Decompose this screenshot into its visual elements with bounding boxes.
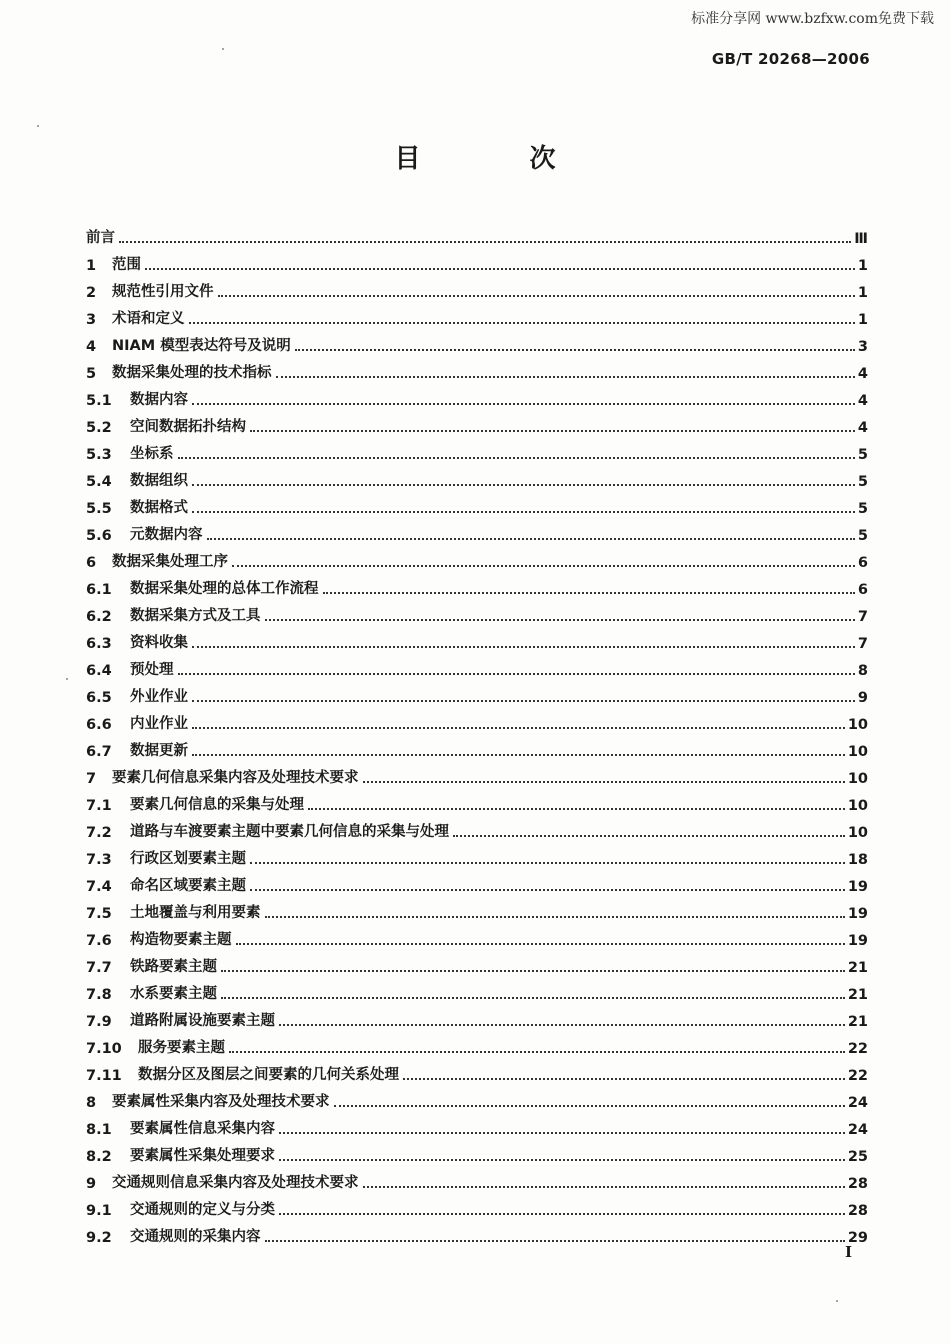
page-title: 目 次: [394, 144, 606, 174]
toc-entry-page: 21: [847, 960, 868, 976]
toc-entry-page: 24: [847, 1122, 868, 1138]
toc-leader-dots: [178, 663, 855, 675]
toc-entry-page: 1: [857, 312, 868, 328]
toc-entry[interactable]: [86, 1084, 868, 1111]
toc-entry-page: 5: [857, 447, 868, 463]
toc-entry-number: 7.2: [86, 825, 112, 841]
toc-entry[interactable]: [86, 1219, 868, 1246]
toc-entry-number: 9: [86, 1176, 97, 1192]
toc-leader-dots: [221, 987, 845, 999]
toc-entry-page: 24: [847, 1095, 868, 1111]
standard-code: GB/T 20268—2006: [711, 50, 870, 68]
toc-entry-page: 19: [847, 879, 868, 895]
toc-entry-number: 7.7: [86, 960, 112, 976]
toc-entry[interactable]: [86, 571, 868, 598]
toc-entry-label: 数据内容: [130, 392, 188, 408]
toc-entry[interactable]: [86, 382, 868, 409]
toc-entry[interactable]: [86, 1111, 868, 1138]
toc-entry-number: 6.5: [86, 690, 112, 706]
toc-entry-label: 服务要素主题: [138, 1040, 225, 1056]
toc-entry-label: 要素属性信息采集内容: [130, 1121, 275, 1137]
toc-entry-page: 10: [847, 825, 868, 841]
toc-entry-page: 7: [857, 609, 868, 625]
toc-entry-number: 6.6: [86, 717, 112, 733]
toc-entry[interactable]: [86, 679, 868, 706]
toc-entry[interactable]: [86, 274, 868, 301]
toc-entry-label: 要素几何信息的采集与处理: [130, 797, 304, 813]
toc-leader-dots: [192, 690, 855, 702]
toc-entry-label: 空间数据拓扑结构: [130, 419, 246, 435]
toc-entry-label: 前言: [86, 230, 115, 246]
toc-entry[interactable]: [86, 1138, 868, 1165]
toc-entry-page: 9: [857, 690, 868, 706]
toc-entry-page: 4: [857, 393, 868, 409]
toc-entry-number: 7.10: [86, 1041, 122, 1057]
toc-entry-page: Ⅲ: [854, 231, 868, 247]
toc-entry-page: 1: [857, 258, 868, 274]
toc-leader-dots: [207, 528, 855, 540]
toc-entry-label: 数据采集方式及工具: [130, 608, 261, 624]
toc-entry-label: 交通规则的采集内容: [130, 1229, 261, 1245]
toc-entry-number: 5.4: [86, 474, 112, 490]
scan-speck: [66, 678, 68, 680]
toc-entry-page: 10: [847, 798, 868, 814]
toc-entry[interactable]: [86, 652, 868, 679]
toc-leader-dots: [192, 717, 845, 729]
toc-leader-dots: [265, 1230, 845, 1242]
toc-entry-number: 7.9: [86, 1014, 112, 1030]
toc-leader-dots: [192, 501, 855, 513]
toc-entry-label: 数据采集处理的技术指标: [112, 365, 272, 381]
toc-leader-dots: [265, 906, 845, 918]
toc-entry[interactable]: [86, 544, 868, 571]
scan-speck: [222, 48, 224, 50]
toc-entry-page: 25: [847, 1149, 868, 1165]
toc-entry[interactable]: [86, 922, 868, 949]
toc-entry-number: 2: [86, 285, 97, 301]
toc-entry[interactable]: [86, 868, 868, 895]
toc-leader-dots: [279, 1122, 845, 1134]
toc-entry[interactable]: [86, 706, 868, 733]
toc-leader-dots: [192, 744, 845, 756]
toc-entry-label: 数据采集处理的总体工作流程: [130, 581, 319, 597]
toc-entry-label: 水系要素主题: [130, 986, 217, 1002]
toc-entry-number: 7.6: [86, 933, 112, 949]
toc-entry-number: 6.2: [86, 609, 112, 625]
toc-entry-page: 3: [857, 339, 868, 355]
toc-entry-number: 6.4: [86, 663, 112, 679]
toc-leader-dots: [276, 366, 855, 378]
toc-entry-number: 8.2: [86, 1149, 112, 1165]
toc-entry-number: 6.1: [86, 582, 112, 598]
toc-entry[interactable]: [86, 760, 868, 787]
toc-entry-number: 1: [86, 258, 97, 274]
toc-entry[interactable]: [86, 490, 868, 517]
toc-entry-page: 1: [857, 285, 868, 301]
toc-entry[interactable]: [86, 1003, 868, 1030]
toc-entry-label: 要素属性采集内容及处理技术要求: [112, 1094, 330, 1110]
toc-entry[interactable]: [86, 787, 868, 814]
toc-entry-number: 4: [86, 339, 97, 355]
toc-entry-label: 道路与车渡要素主题中要素几何信息的采集与处理: [130, 824, 449, 840]
toc-entry[interactable]: [86, 1030, 868, 1057]
toc-entry-number: 7.5: [86, 906, 112, 922]
toc-leader-dots: [221, 960, 845, 972]
toc-entry[interactable]: [86, 814, 868, 841]
toc-entry-page: 4: [857, 366, 868, 382]
toc-entry-page: 19: [847, 933, 868, 949]
toc-entry-page: 21: [847, 987, 868, 1003]
toc-entry-label: 数据采集处理工序: [112, 554, 228, 570]
toc-leader-dots: [189, 312, 855, 324]
toc-entry-page: 29: [847, 1230, 868, 1246]
watermark-text: 标准分享网 www.bzfxw.com免费下载: [691, 11, 934, 27]
toc-entry-number: 5.3: [86, 447, 112, 463]
toc-entry-page: 6: [857, 555, 868, 571]
toc-entry-number: 5: [86, 366, 97, 382]
toc-leader-dots: [363, 1176, 845, 1188]
toc-entry-page: 5: [857, 528, 868, 544]
toc-entry-label: 数据更新: [130, 743, 188, 759]
toc-entry-label: 交通规则信息采集内容及处理技术要求: [112, 1175, 359, 1191]
toc-entry-label: NIAM 模型表达符号及说明: [112, 338, 291, 354]
toc-entry[interactable]: [86, 598, 868, 625]
toc-entry-label: 构造物要素主题: [130, 932, 232, 948]
toc-entry-page: 22: [847, 1041, 868, 1057]
toc-entry-page: 19: [847, 906, 868, 922]
toc-entry[interactable]: [86, 841, 868, 868]
toc-entry-number: 9.2: [86, 1230, 112, 1246]
toc-entry-page: 8: [857, 663, 868, 679]
toc-entry-number: 6: [86, 555, 97, 571]
toc-entry[interactable]: [86, 733, 868, 760]
toc-leader-dots: [192, 474, 855, 486]
toc-leader-dots: [334, 1095, 845, 1107]
toc-entry-label: 命名区域要素主题: [130, 878, 246, 894]
toc-entry-label: 数据分区及图层之间要素的几何关系处理: [138, 1067, 399, 1083]
toc-entry-page: 10: [847, 717, 868, 733]
toc-entry-number: 7.8: [86, 987, 112, 1003]
toc-entry-label: 坐标系: [130, 446, 174, 462]
toc-leader-dots: [236, 933, 845, 945]
toc-leader-dots: [308, 798, 845, 810]
toc-entry-label: 外业作业: [130, 689, 188, 705]
toc-leader-dots: [403, 1068, 845, 1080]
toc-entry-page: 10: [847, 744, 868, 760]
table-of-contents: [86, 220, 868, 1246]
toc-entry-page: 22: [847, 1068, 868, 1084]
toc-entry-label: 内业作业: [130, 716, 188, 732]
toc-entry-number: 5.2: [86, 420, 112, 436]
toc-entry-label: 术语和定义: [112, 311, 185, 327]
toc-leader-dots: [250, 879, 845, 891]
toc-entry-number: 5.6: [86, 528, 112, 544]
toc-entry[interactable]: [86, 328, 868, 355]
toc-entry-label: 道路附属设施要素主题: [130, 1013, 275, 1029]
toc-entry-label: 规范性引用文件: [112, 284, 214, 300]
scan-speck: [37, 125, 39, 127]
toc-leader-dots: [279, 1149, 845, 1161]
toc-entry-page: 4: [857, 420, 868, 436]
toc-leader-dots: [279, 1203, 845, 1215]
toc-entry[interactable]: [86, 301, 868, 328]
toc-entry-label: 行政区划要素主题: [130, 851, 246, 867]
toc-entry-number: 8: [86, 1095, 97, 1111]
toc-entry-page: 10: [847, 771, 868, 787]
toc-leader-dots: [119, 231, 851, 243]
toc-entry-number: 7.11: [86, 1068, 122, 1084]
page-number: I: [845, 1243, 853, 1261]
toc-entry-page: 7: [857, 636, 868, 652]
toc-entry-number: 9.1: [86, 1203, 112, 1219]
toc-entry-label: 要素几何信息采集内容及处理技术要求: [112, 770, 359, 786]
toc-entry-page: 28: [847, 1203, 868, 1219]
toc-entry[interactable]: [86, 517, 868, 544]
toc-entry[interactable]: [86, 220, 868, 247]
toc-leader-dots: [250, 852, 845, 864]
toc-entry-number: 7: [86, 771, 97, 787]
toc-entry-number: 7.4: [86, 879, 112, 895]
toc-entry-page: 6: [857, 582, 868, 598]
toc-entry-number: 7.1: [86, 798, 112, 814]
toc-entry[interactable]: [86, 409, 868, 436]
toc-entry-number: 3: [86, 312, 97, 328]
toc-leader-dots: [178, 447, 855, 459]
toc-entry-label: 数据组织: [130, 473, 188, 489]
toc-entry-label: 范围: [112, 257, 141, 273]
toc-entry-label: 数据格式: [130, 500, 188, 516]
toc-entry-number: 5.1: [86, 393, 112, 409]
toc-leader-dots: [323, 582, 855, 594]
toc-entry-number: 6.3: [86, 636, 112, 652]
toc-entry[interactable]: [86, 1165, 868, 1192]
toc-entry-page: 28: [847, 1176, 868, 1192]
toc-entry[interactable]: [86, 1192, 868, 1219]
toc-leader-dots: [265, 609, 855, 621]
toc-entry-label: 土地覆盖与利用要素: [130, 905, 261, 921]
toc-entry-label: 元数据内容: [130, 527, 203, 543]
toc-entry-page: 5: [857, 501, 868, 517]
toc-entry-number: 7.3: [86, 852, 112, 868]
toc-entry-number: 6.7: [86, 744, 112, 760]
toc-leader-dots: [218, 285, 855, 297]
toc-entry-label: 要素属性采集处理要求: [130, 1148, 275, 1164]
toc-leader-dots: [295, 339, 855, 351]
toc-entry[interactable]: [86, 895, 868, 922]
scan-speck: [836, 1300, 838, 1302]
toc-entry-label: 铁路要素主题: [130, 959, 217, 975]
toc-leader-dots: [453, 825, 845, 837]
toc-entry[interactable]: [86, 1057, 868, 1084]
toc-entry[interactable]: [86, 976, 868, 1003]
toc-entry[interactable]: [86, 436, 868, 463]
toc-leader-dots: [192, 393, 855, 405]
toc-entry-label: 交通规则的定义与分类: [130, 1202, 275, 1218]
toc-leader-dots: [232, 555, 855, 567]
toc-entry-page: 5: [857, 474, 868, 490]
toc-leader-dots: [250, 420, 855, 432]
toc-leader-dots: [279, 1014, 845, 1026]
toc-entry-page: 18: [847, 852, 868, 868]
toc-entry[interactable]: [86, 247, 868, 274]
toc-entry[interactable]: [86, 949, 868, 976]
toc-leader-dots: [363, 771, 845, 783]
toc-entry-number: 8.1: [86, 1122, 112, 1138]
toc-leader-dots: [145, 258, 855, 270]
toc-entry-label: 资料收集: [130, 635, 188, 651]
toc-entry[interactable]: [86, 463, 868, 490]
toc-entry[interactable]: [86, 625, 868, 652]
toc-entry-page: 21: [847, 1014, 868, 1030]
toc-leader-dots: [229, 1041, 845, 1053]
toc-entry-number: 5.5: [86, 501, 112, 517]
toc-entry[interactable]: [86, 355, 868, 382]
toc-leader-dots: [192, 636, 855, 648]
toc-entry-label: 预处理: [130, 662, 174, 678]
